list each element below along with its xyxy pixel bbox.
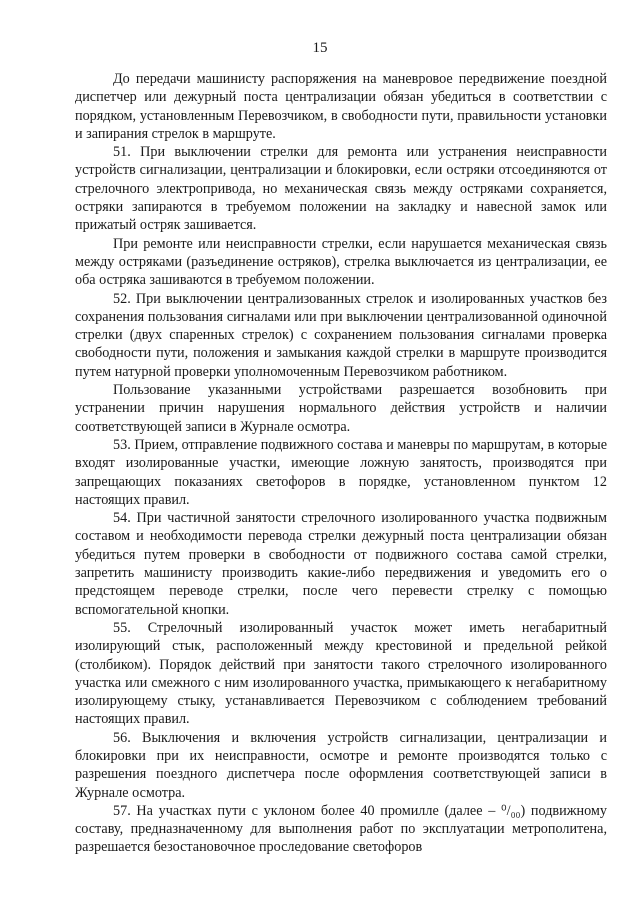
paragraph-item-52: 52. При выключении централизованных стрелок и изолированных участков без сохранения пользования сигналами или при выключении централизованной одиночной стрелки (двух спаренных стрелок) с сохранением пользования сигналами проверка свободности пути, положения и замыкания каждой стрелки в маршруте производится путем натурной проверки уполномоченным Перевозчиком работником.	[75, 290, 607, 380]
paragraph-item-56: 56. Выключения и включения устройств сигнализации, централизации и блокировки при их неисправности, осмотре и ремонте производятся только с разрешения поездного диспетчера после оформления соответствующей записи в Журнале осмотра.	[75, 729, 607, 801]
paragraph-shunting-order: До передачи машинисту распоряжения на маневровое передвижение поездной диспетчер или дежурный поста централизации обязан убедиться в соответствии с порядком, установленным Перевозчиком, в свободности пути, правильности установки и запирания стрелок в маршруте.	[75, 71, 607, 142]
paragraph-item-57: 57. На участках пути с уклоном более 40 промилле (далее – ⁰/₀₀) подвижному составу, предназначенному для выполнения работ по эксплуатации метрополитена, разрешается безостановочное проследование светофоров	[75, 802, 607, 856]
paragraph-item-53: 53. Прием, отправление подвижного состава и маневры по маршрутам, в которые входят изолированные участки, имеющие ложную занятость, производятся при запрещающих показаниях светофоров в порядке, установленном пунктом 12 настоящих правил.	[75, 436, 607, 508]
paragraph-item-51: 51. При выключении стрелки для ремонта или устранения неисправности устройств сигнализации, централизации и блокировки, если остряки отсоединяются от стрелочного электропривода, но механическая связь между остряками сохраняется, остряки запираются в требуемом положении на закладку и навесной замок или прижатый остряк зашивается.	[75, 144, 607, 234]
paragraph-resume-usage: Пользование указанными устройствами разрешается возобновить при устранении причин нарушения нормального действия устройств и наличии соответствующей записи в Журнале осмотра.	[75, 382, 607, 435]
page-number: 15	[312, 40, 328, 56]
paragraph-item-54: 54. При частичной занятости стрелочного изолированного участка подвижным составом и необходимости перевода стрелки дежурный поста централизации обязан убедиться путем проверки в свободности от подвижного состава самой стрелки, запретить машинисту производить какие-либо передвижения и уведомить его о предстоящем переводе стрелки, после чего перевести стрелку с помощью вспомогательной кнопки.	[75, 510, 607, 618]
paragraph-switch-repair: При ремонте или неисправности стрелки, если нарушается механическая связь между остряками (разъединение остряков), стрелка выключается из централизации, ее оба остряка зашиваются в требуемом положении.	[75, 235, 607, 289]
page-body	[75, 70, 607, 857]
paragraph-item-55: 55. Стрелочный изолированный участок может иметь негабаритный изолирующий стык, расположенный между крестовиной и предельной рейкой (столбиком). Порядок действий при занятости такого стрелочного изолированного участка или смежного с ним изолированного участка, примыкающего к негабаритному изолирующему стыку, устанавливается Перевозчиком с соблюдением требований настоящих правил.	[75, 619, 607, 728]
